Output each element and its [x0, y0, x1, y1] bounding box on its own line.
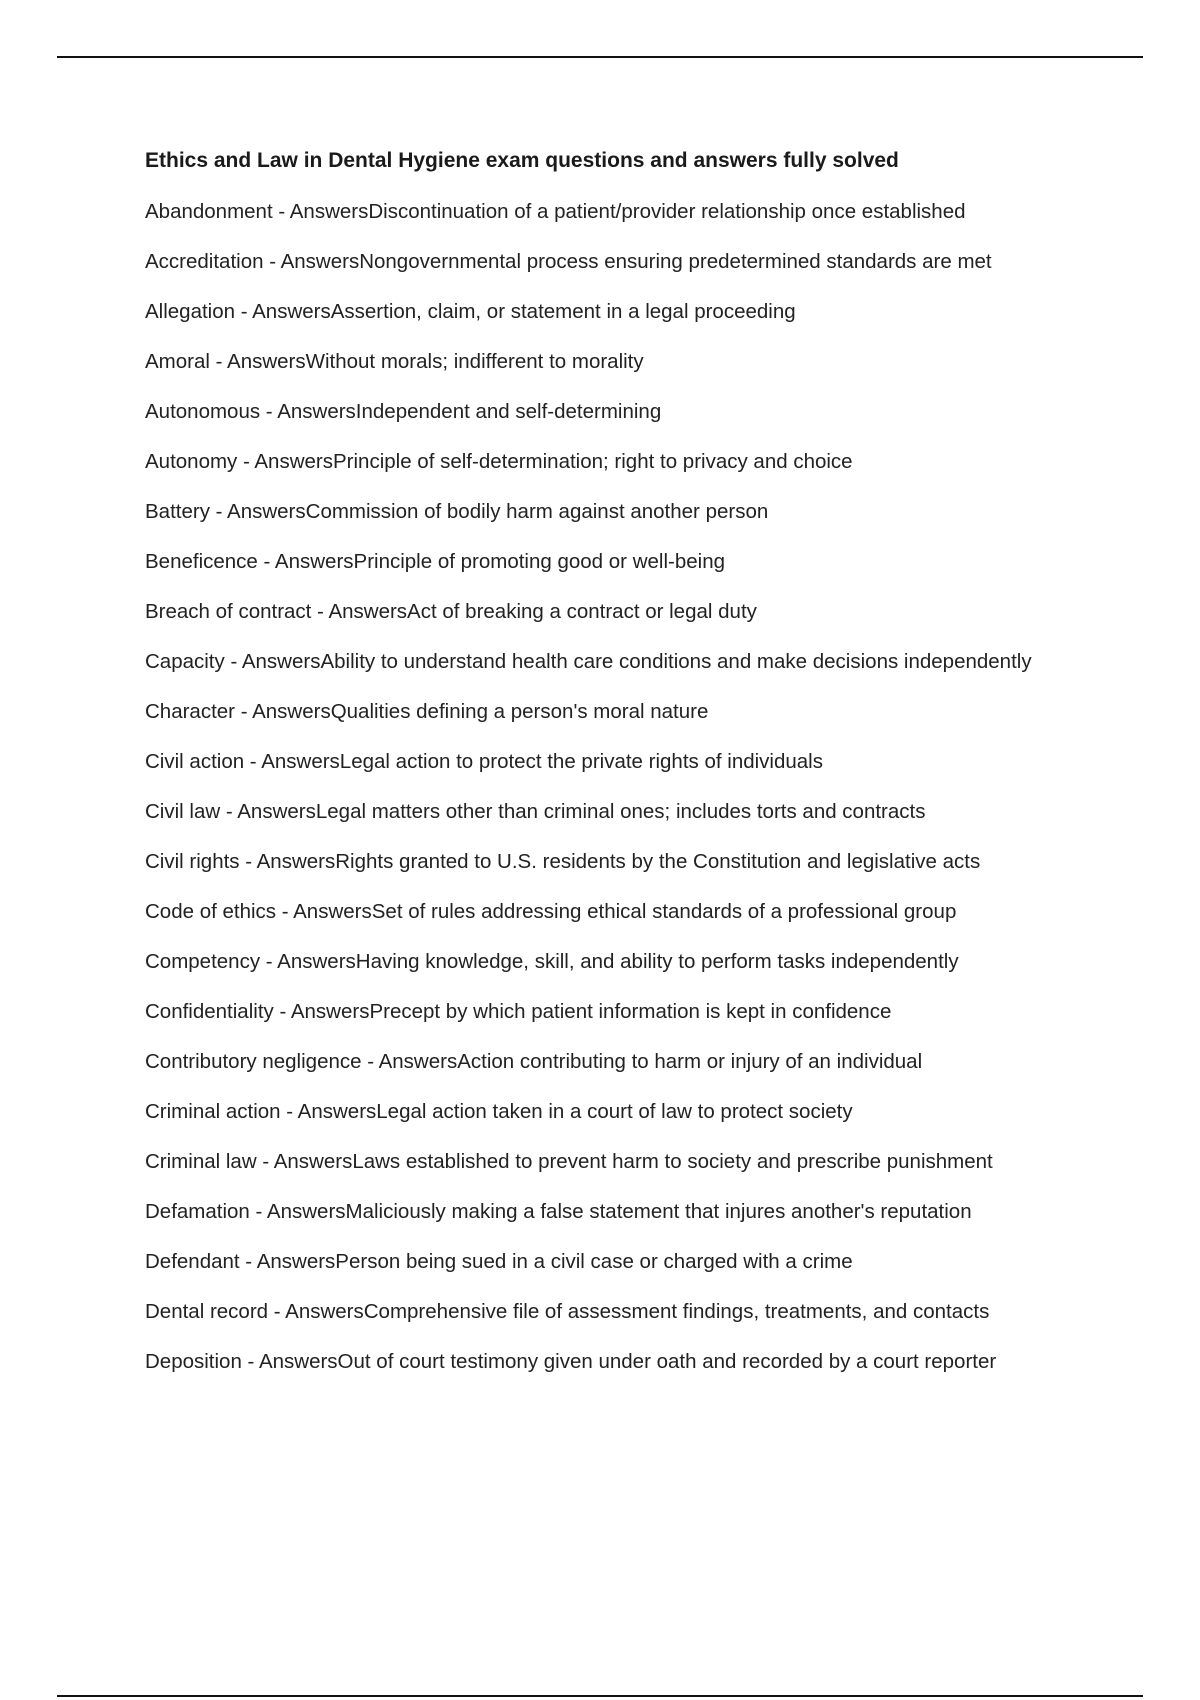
entry-criminal-action: Criminal action - AnswersLegal action taken in a court of law to protect society — [145, 1100, 853, 1123]
document-title: Ethics and Law in Dental Hygiene exam questions and answers fully solved — [145, 149, 899, 172]
entry-autonomous: Autonomous - AnswersIndependent and self-determining — [145, 400, 662, 423]
entry-dental-record: Dental record - AnswersComprehensive file of assessment findings, treatments, and contacts — [145, 1300, 990, 1323]
entry-civil-action: Civil action - AnswersLegal action to protect the private rights of individuals — [145, 750, 823, 773]
entry-criminal-law: Criminal law - AnswersLaws established to prevent harm to society and prescribe punishment — [145, 1150, 993, 1173]
entry-contributory-negligence: Contributory negligence - AnswersAction contributing to harm or injury of an individual — [145, 1050, 923, 1073]
entry-defamation: Defamation - AnswersMaliciously making a false statement that injures another's reputation — [145, 1200, 972, 1223]
entry-character: Character - AnswersQualities defining a person's moral nature — [145, 700, 709, 723]
entry-deposition: Deposition - AnswersOut of court testimony given under oath and recorded by a court reporter — [145, 1350, 997, 1373]
entry-confidentiality: Confidentiality - AnswersPrecept by which patient information is kept in confidence — [145, 1000, 892, 1023]
entry-defendant: Defendant - AnswersPerson being sued in a civil case or charged with a crime — [145, 1250, 853, 1273]
entry-battery: Battery - AnswersCommission of bodily harm against another person — [145, 500, 769, 523]
bottom-rule — [57, 1695, 1143, 1697]
entry-competency: Competency - AnswersHaving knowledge, skill, and ability to perform tasks independently — [145, 950, 959, 973]
entry-allegation: Allegation - AnswersAssertion, claim, or statement in a legal proceeding — [145, 300, 796, 323]
entry-beneficence: Beneficence - AnswersPrinciple of promoting good or well-being — [145, 550, 726, 573]
entry-code-of-ethics: Code of ethics - AnswersSet of rules addressing ethical standards of a professional group — [145, 900, 957, 923]
entry-autonomy: Autonomy - AnswersPrinciple of self-determination; right to privacy and choice — [145, 450, 853, 473]
document-body — [145, 146, 1085, 1395]
entry-civil-law: Civil law - AnswersLegal matters other than criminal ones; includes torts and contracts — [145, 800, 926, 823]
entry-civil-rights: Civil rights - AnswersRights granted to U.S. residents by the Constitution and legislative acts — [145, 850, 981, 873]
entry-capacity: Capacity - AnswersAbility to understand health care conditions and make decisions independently — [145, 650, 1032, 673]
entry-abandonment: Abandonment - AnswersDiscontinuation of a patient/provider relationship once established — [145, 200, 966, 223]
top-rule — [57, 56, 1143, 58]
entry-amoral: Amoral - AnswersWithout morals; indifferent to morality — [145, 350, 644, 373]
entry-breach-of-contract: Breach of contract - AnswersAct of breaking a contract or legal duty — [145, 600, 757, 623]
entry-accreditation: Accreditation - AnswersNongovernmental process ensuring predetermined standards are met — [145, 250, 992, 273]
